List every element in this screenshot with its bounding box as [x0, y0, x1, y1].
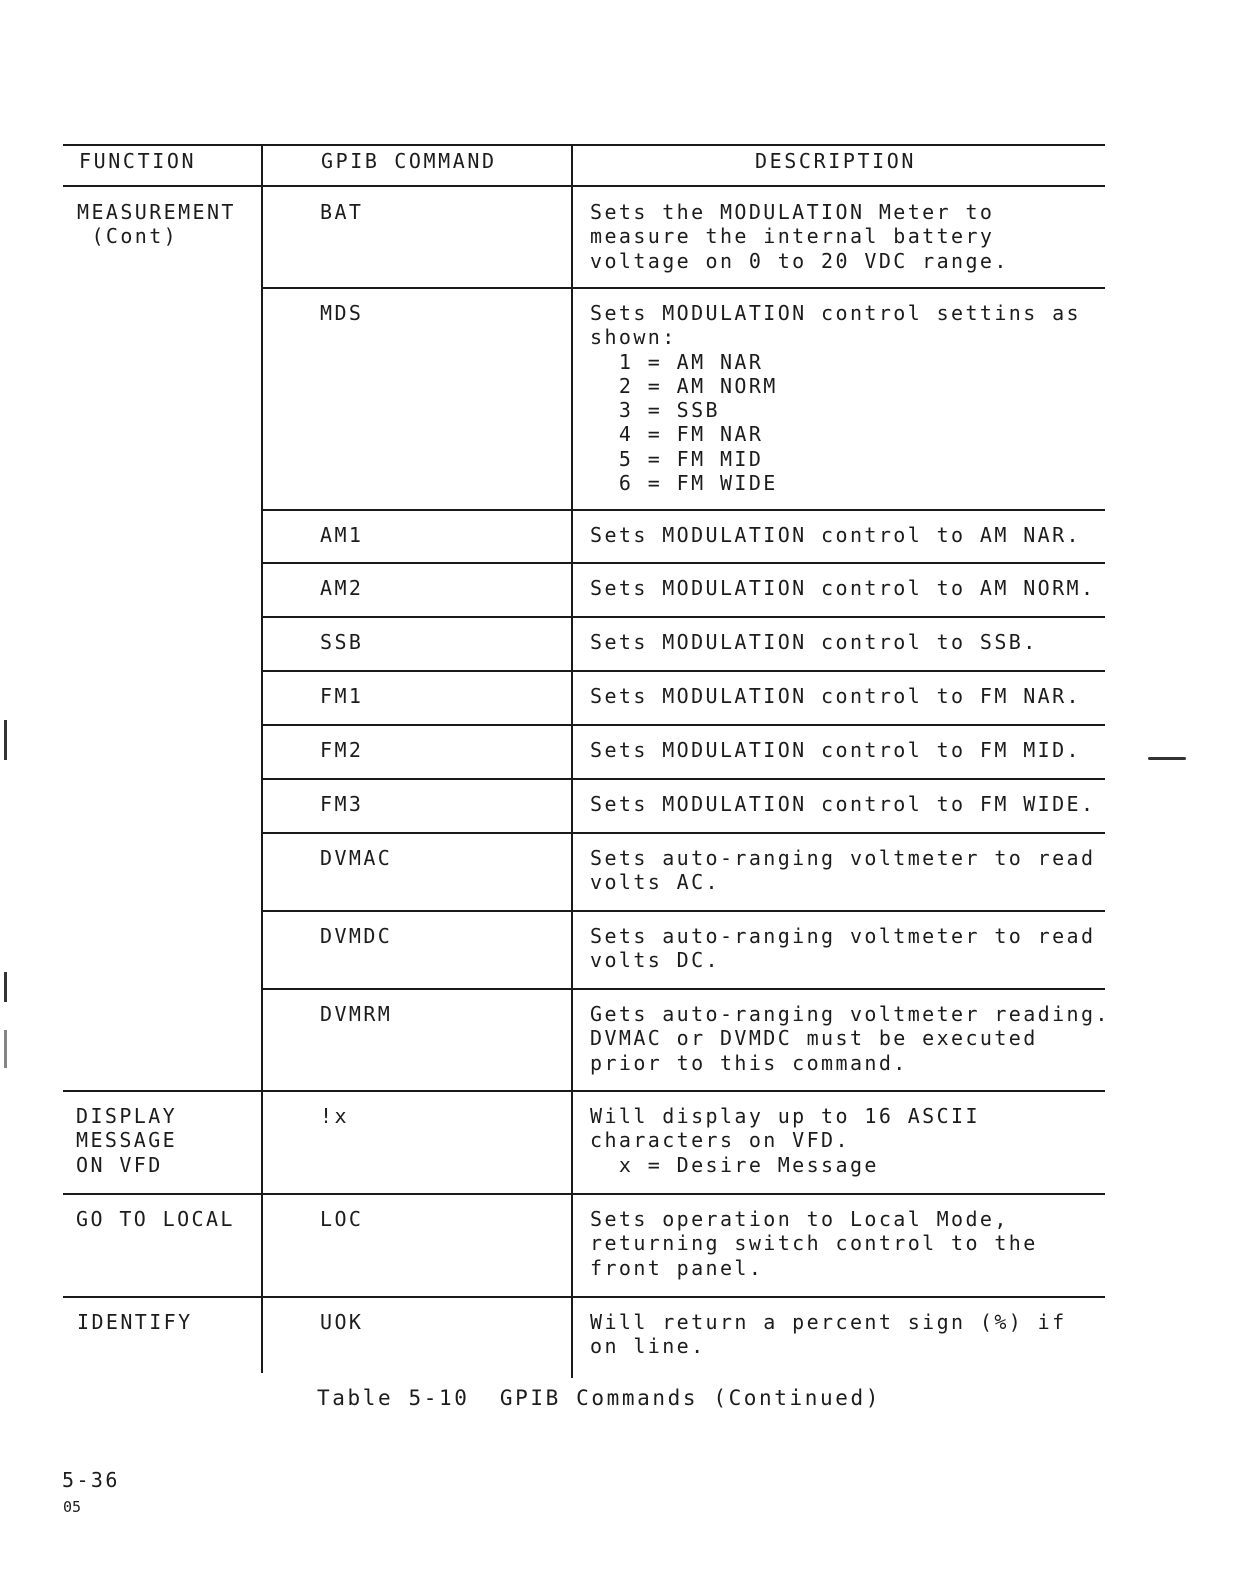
page-number: 5-36	[62, 1468, 120, 1492]
table-rule	[261, 832, 1105, 834]
command-cell: DVMDC	[320, 924, 393, 948]
table-rule	[63, 144, 1105, 146]
function-cell: GO TO LOCAL	[76, 1207, 235, 1231]
command-cell: DVMAC	[320, 846, 393, 870]
table-rule	[63, 1090, 1105, 1092]
table-rule	[261, 616, 1105, 618]
description-cell: Sets MODULATION control to FM WIDE.	[590, 792, 1096, 816]
command-cell: UOK	[320, 1310, 364, 1334]
scan-edge-mark	[1148, 757, 1186, 760]
header-function: FUNCTION	[79, 149, 197, 173]
description-cell: Will display up to 16 ASCII characters on VFD. x = Desire Message	[590, 1104, 980, 1177]
description-cell: Sets MODULATION control to AM NORM.	[590, 576, 1096, 600]
table-rule	[261, 287, 1105, 289]
description-cell: Will return a percent sign (%) if on line.	[590, 1310, 1067, 1359]
scan-margin-mark	[4, 972, 7, 1002]
scan-margin-mark	[4, 1030, 7, 1068]
description-cell: Sets MODULATION control to AM NAR.	[590, 523, 1081, 547]
header-gpib-command: GPIB COMMAND	[321, 149, 497, 173]
table-rule	[261, 509, 1105, 511]
command-cell: FM2	[320, 738, 364, 762]
function-cell: IDENTIFY	[77, 1310, 193, 1334]
command-cell: MDS	[320, 301, 364, 325]
command-cell: FM3	[320, 792, 364, 816]
command-cell: AM1	[320, 523, 364, 547]
command-cell: AM2	[320, 576, 364, 600]
function-cell: DISPLAY MESSAGE ON VFD	[76, 1104, 178, 1177]
description-cell: Sets MODULATION control to FM MID.	[590, 738, 1081, 762]
table-rule	[261, 778, 1105, 780]
table-rule	[261, 988, 1105, 990]
command-cell: LOC	[320, 1207, 364, 1231]
table-rule	[63, 185, 1105, 187]
command-cell: FM1	[320, 684, 364, 708]
command-cell: SSB	[320, 630, 364, 654]
description-cell: Sets auto-ranging voltmeter to read volts AC.	[590, 846, 1096, 895]
description-cell: Sets the MODULATION Meter to measure the internal battery voltage on 0 to 20 VDC range.	[590, 200, 1009, 273]
header-description: DESCRIPTION	[755, 149, 917, 173]
column-rule	[571, 144, 573, 1378]
revision-code: 05	[63, 1498, 82, 1516]
table-caption: Table 5-10 GPIB Commands (Continued)	[317, 1386, 881, 1410]
description-cell: Gets auto-ranging voltmeter reading. DVMAC or DVMDC must be executed prior to this command.	[590, 1002, 1110, 1075]
table-rule	[63, 1296, 1105, 1298]
table-rule	[63, 1193, 1105, 1195]
description-cell: Sets MODULATION control to FM NAR.	[590, 684, 1081, 708]
table-rule	[261, 724, 1105, 726]
table-rule	[261, 670, 1105, 672]
function-cell: MEASUREMENT (Cont)	[77, 200, 236, 249]
table-rule	[261, 910, 1105, 912]
description-cell: Sets auto-ranging voltmeter to read volts DC.	[590, 924, 1096, 973]
scan-margin-mark	[4, 720, 7, 760]
command-cell: DVMRM	[320, 1002, 393, 1026]
description-cell: Sets operation to Local Mode, returning switch control to the front panel.	[590, 1207, 1038, 1280]
description-cell: Sets MODULATION control settins as shown: 1 = AM NAR 2 = AM NORM 3 = SSB 4 = FM NAR 5 = FM MID 6 = FM WIDE	[590, 301, 1081, 496]
table-rule	[261, 562, 1105, 564]
column-rule	[261, 144, 263, 1373]
command-cell: BAT	[320, 200, 364, 224]
description-cell: Sets MODULATION control to SSB.	[590, 630, 1038, 654]
command-cell: !x	[320, 1104, 349, 1128]
